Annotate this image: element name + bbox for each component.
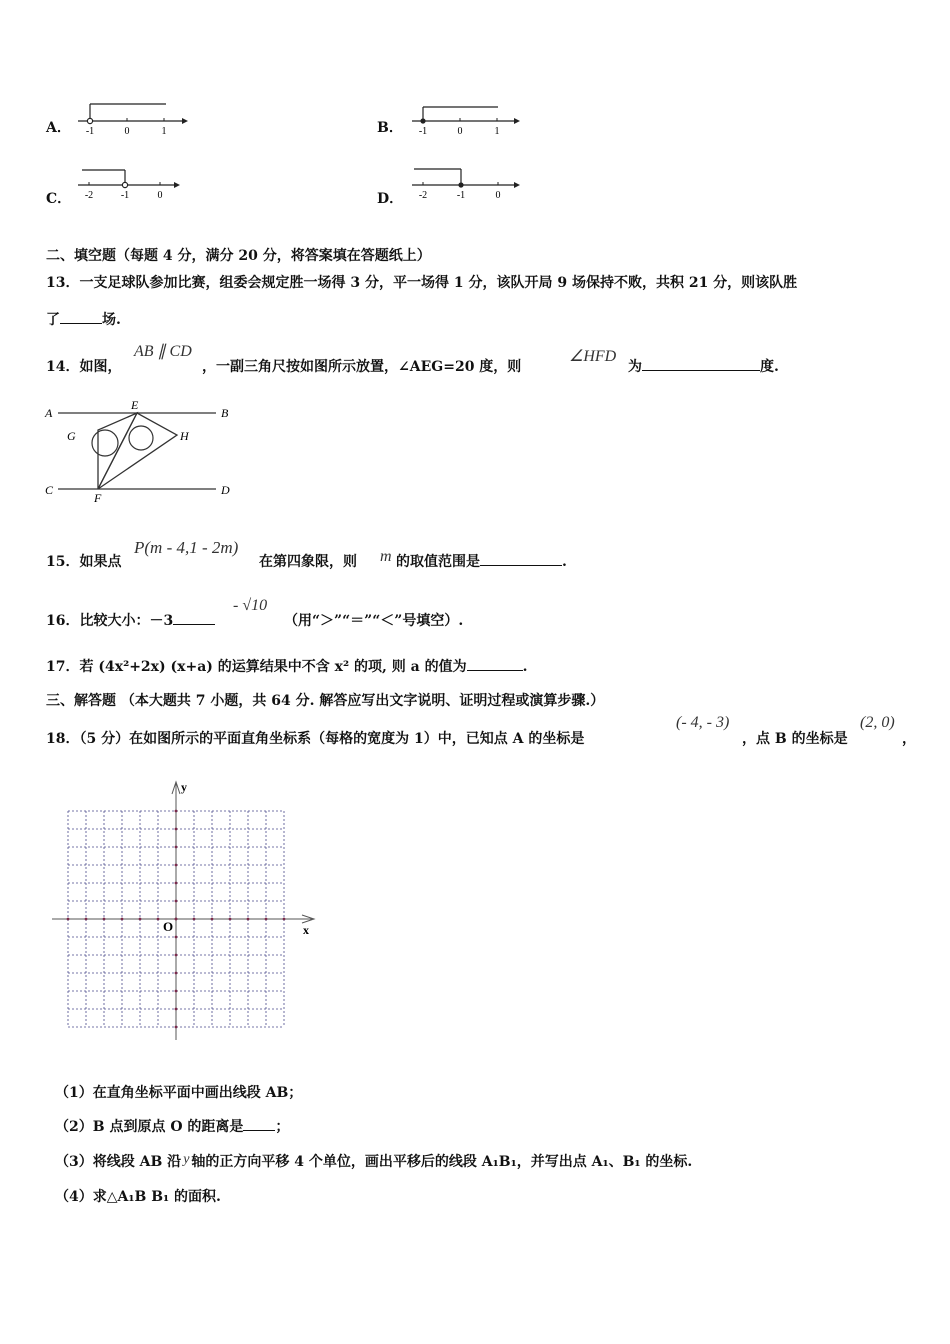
y-axis-label: y [181,780,187,794]
q18-part3 [55,1151,692,1171]
q18-coordinate-grid [50,778,322,1046]
y-tick-dot [175,972,178,975]
axis-arrow [174,182,180,188]
label-b: B [221,406,229,420]
q14-math-angle: ∠HFD [569,348,617,365]
q14-prefix: 14．如图， [46,359,122,375]
tick-label: 0 [157,190,163,201]
label-g: G [67,429,76,443]
q18-part3-y: y [183,1152,190,1167]
option-d-number-line [408,162,533,204]
option-b-number-line [408,96,528,138]
q15-suffix-line [396,551,567,571]
tick-label: -2 [418,190,428,201]
q15-answer-blank[interactable] [480,551,562,566]
tick-label: 1 [494,126,500,137]
q18-math-point-a: (- 4, - 3) [676,714,730,731]
tick-label: -1 [120,190,130,201]
x-tick-dot [103,918,106,921]
x-tick-dot [67,918,70,921]
q14-wei: 为 [628,359,642,375]
y-tick-dot [175,1008,178,1011]
x-tick-dot [139,918,142,921]
axis-arrow [514,182,520,188]
q14-suffix-line [628,356,779,376]
option-c-label: C． [46,191,72,207]
label-d: D [221,483,230,497]
origin-label: O [163,919,174,934]
q18-part2-blank[interactable] [243,1116,275,1131]
open-dot [87,118,92,123]
y-tick-dot [175,882,178,885]
x-tick-dot [265,918,268,921]
q13-text-a: 了 [46,312,60,328]
q13-text-b: 场. [102,312,121,328]
label-e: E [131,398,139,412]
q15-suffix: 的取值范围是 [396,554,480,570]
q17-line [46,656,527,676]
q18-part2-text: （2）B 点到原点 O 的距离是 [55,1119,244,1135]
q17-answer-blank[interactable] [467,656,523,671]
y-tick-dot [175,810,178,813]
q13-answer-blank[interactable] [60,309,102,324]
y-tick-dot [175,900,178,903]
x-tick-dot [247,918,250,921]
q16-math-sqrt: - √10 [233,597,268,614]
q18-math-point-b: (2, 0) [860,714,895,731]
axis-arrow [514,118,520,124]
q18-end: ， [902,731,916,747]
q16-prefix: 16．比较大小：－3 [46,613,174,629]
y-tick-dot [175,864,178,867]
y-tick-dot [175,936,178,939]
q14-answer-blank[interactable] [642,356,760,371]
q15-mid: 在第四象限，则 [259,554,357,570]
q18-mid: ，点 B 的坐标是 [742,731,848,747]
open-dot [122,182,127,187]
section-title-fill-in: 二、填空题（每题 4 分，满分 20 分，将答案填在答题纸上） [46,248,431,264]
q16-prefix-line [46,610,215,630]
triangle-hole-right [129,426,153,450]
axis-arrow [182,118,188,124]
x-axis-label: x [303,923,309,937]
q17-end: . [522,659,528,675]
tick-label: -2 [84,190,94,201]
label-h: H [180,429,189,443]
option-d-label: D． [377,191,404,207]
q14-suffix: 度. [760,359,779,375]
y-tick-dot [175,828,178,831]
tick-label: 1 [161,126,167,137]
q15-math-point: P(m - 4,1 - 2m) [134,538,239,557]
q18-part3-text-a: （3）将线段 AB 沿 [55,1154,182,1170]
q16-suffix: （用“＞”“＝”“＜”号填空）. [284,613,464,629]
y-tick-dot [175,846,178,849]
tick-label: 0 [124,126,130,137]
q13-line1: 13．一支足球队参加比赛，组委会规定胜一场得 3 分，平一场得 1 分，该队开局 9 场保持不败，共积 21 分，则该队胜 [46,275,798,291]
option-b-label: B． [377,120,403,136]
label-f: F [94,491,102,505]
y-tick-dot [175,918,178,921]
q17-prefix: 17．若 (4x²+2x) (x+a) 的运算结果中不含 x² 的项, 则 a 的值为 [46,659,467,675]
q18-part1: （1）在直角坐标平面中画出线段 AB； [55,1085,303,1101]
triangle-hole-left [92,430,118,456]
y-tick-dot [175,990,178,993]
x-tick-dot [157,918,160,921]
x-tick-dot [85,918,88,921]
q18-part2 [55,1116,289,1136]
option-c-number-line [74,162,194,204]
q18-prefix: 18．（5 分）在如图所示的平面直角坐标系（每格的宽度为 1）中，已知点 A 的坐标是 [46,731,585,747]
x-tick-dot [283,918,286,921]
y-tick-dot [175,1026,178,1029]
x-tick-dot [121,918,124,921]
q16-answer-blank[interactable] [173,610,215,625]
x-tick-dot [193,918,196,921]
q14-math-parallel: AB ∥ CD [134,343,192,360]
x-tick-dot [229,918,232,921]
x-tick-dot [211,918,214,921]
label-a: A [45,406,53,420]
solid-dot [458,182,463,187]
q15-prefix: 15．如果点 [46,554,122,570]
tick-label: 0 [495,190,501,201]
option-a-label: A． [46,120,71,136]
q15-math-m: m [380,548,392,565]
tick-label: -1 [85,126,95,137]
q18-part2-end: ； [275,1119,290,1135]
y-tick-dot [175,954,178,957]
tick-label: -1 [418,126,428,137]
option-a-number-line [74,96,194,138]
q18-part4: （4）求△A₁B B₁ 的面积. [55,1189,221,1205]
section-title-solutions: 三、解答题 （本大题共 7 小题，共 64 分. 解答应写出文字说明、证明过程或演算步骤.） [46,693,605,709]
q13-line2 [46,309,121,329]
q18-part3-text-b: 轴的正方向平移 4 个单位，画出平移后的线段 A₁B₁，并写出点 A₁、B₁ 的坐标. [191,1154,693,1170]
tick-label: 0 [457,126,463,137]
q15-end: . [562,554,567,570]
tick-label: -1 [456,190,466,201]
q14-figure-triangles [40,398,240,506]
solid-dot [420,118,425,123]
q14-mid: ，一副三角尺按如图所示放置，∠AEG=20 度，则 [202,359,522,375]
label-c: C [45,483,54,497]
